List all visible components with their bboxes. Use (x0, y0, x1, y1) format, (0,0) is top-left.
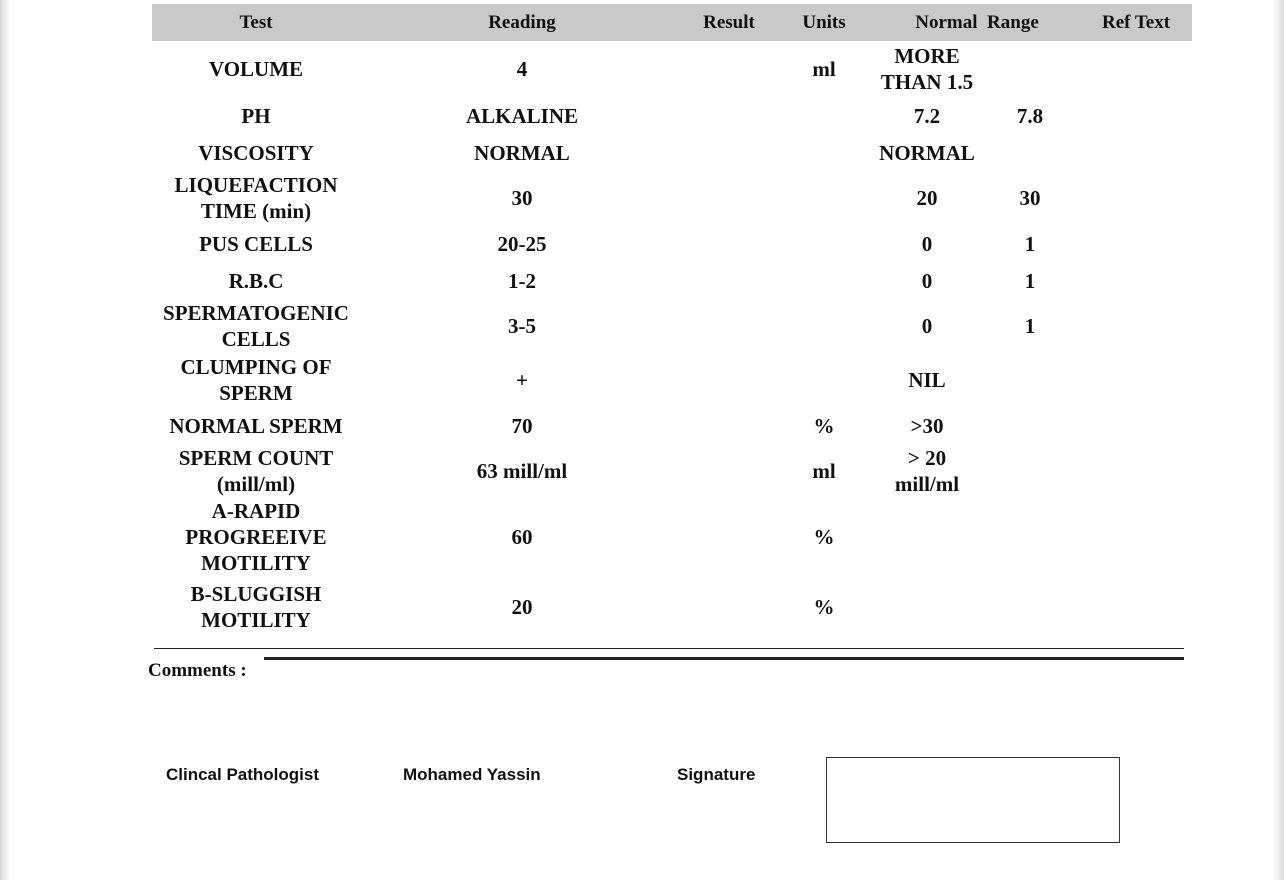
range-low-cell: > 20 mill/ml (894, 446, 960, 496)
reading-cell: 63 mill/ml (476, 459, 568, 483)
range-high-cell (980, 444, 1080, 498)
range-high-cell (980, 498, 1080, 576)
reading-cell: 3-5 (508, 314, 536, 338)
units-cell (774, 353, 874, 407)
signature-label: Signature (677, 765, 756, 784)
range-low-cell (874, 498, 980, 576)
ref-text-cell (1080, 576, 1192, 638)
reading-cell: 30 (511, 186, 533, 210)
ref-text-cell (1080, 444, 1192, 498)
range-high-cell: 30 (1019, 186, 1041, 210)
result-cell (684, 407, 774, 444)
ref-text-cell (1080, 299, 1192, 353)
result-cell (684, 171, 774, 225)
result-cell (684, 353, 774, 407)
ref-text-cell (1080, 262, 1192, 299)
ref-text-cell (1080, 498, 1192, 576)
header-ref-text: Ref Text (1080, 4, 1192, 41)
units-cell (774, 97, 874, 134)
table-row (152, 299, 1192, 353)
test-cell: LIQUEFACTION TIME (min) (174, 173, 338, 223)
test-cell: SPERMATOGENIC CELLS (163, 301, 349, 351)
comments-line (264, 657, 1184, 660)
reading-cell: 1-2 (508, 268, 536, 293)
table-row (152, 97, 1192, 134)
test-cell: CLUMPING OF SPERM (180, 355, 332, 405)
result-cell (684, 225, 774, 262)
range-low-cell: 20 (916, 186, 938, 210)
range-low-cell (874, 576, 980, 638)
range-low-cell: MORE THAN 1.5 (880, 44, 974, 94)
range-high-cell: 1 (1024, 231, 1036, 256)
units-cell: ml (812, 57, 836, 81)
reading-cell: 70 (511, 413, 533, 438)
range-high-cell (980, 353, 1080, 407)
result-cell (684, 262, 774, 299)
range-high-cell: 1 (1024, 314, 1036, 338)
units-cell (774, 299, 874, 353)
range-high-cell: 7.8 (1016, 103, 1044, 128)
ref-text-cell (1080, 353, 1192, 407)
header-reading: Reading (360, 4, 684, 41)
table-row (152, 576, 1192, 638)
page-edge-left (0, 0, 9, 880)
range-low-cell: 0 (921, 231, 933, 256)
reading-cell: 20 (511, 595, 533, 619)
result-cell (684, 97, 774, 134)
table-row (152, 407, 1192, 444)
reading-cell: 4 (516, 57, 528, 81)
divider-line (154, 648, 1184, 649)
range-high-cell: 1 (1024, 268, 1036, 293)
result-cell (684, 134, 774, 171)
range-low-cell: 7.2 (913, 103, 941, 128)
range-low-cell: 0 (921, 268, 933, 293)
table-row (152, 262, 1192, 299)
range-high-cell (980, 134, 1080, 171)
reading-cell: + (516, 368, 528, 392)
test-cell: NORMAL SPERM (169, 413, 343, 438)
range-low-cell: NORMAL (879, 140, 975, 165)
units-cell (774, 171, 874, 225)
range-high-cell (980, 41, 1080, 97)
result-cell (684, 576, 774, 638)
test-cell: A-RAPID PROGREEIVE MOTILITY (185, 499, 327, 575)
result-cell (684, 299, 774, 353)
range-low-cell: NIL (908, 368, 946, 392)
table-header-row (152, 4, 1192, 41)
page-edge-right (1274, 0, 1284, 880)
test-cell: B-SLUGGISH MOTILITY (190, 582, 322, 632)
pathologist-name: Mohamed Yassin (403, 765, 541, 784)
header-test: Test (152, 4, 360, 41)
test-cell: SPERM COUNT (mill/ml) (178, 446, 334, 496)
table-row (152, 498, 1192, 576)
table-row (152, 171, 1192, 225)
units-cell: ml (812, 459, 836, 483)
header-result: Result (684, 4, 774, 41)
range-high-cell (980, 407, 1080, 444)
range-low-cell: 0 (921, 314, 933, 338)
ref-text-cell (1080, 171, 1192, 225)
ref-text-cell (1080, 225, 1192, 262)
table-row (152, 353, 1192, 407)
range-low-cell: >30 (910, 413, 944, 438)
results-table (152, 4, 1192, 638)
units-cell: % (813, 525, 835, 549)
test-cell: PH (241, 103, 271, 128)
test-cell: PUS CELLS (199, 231, 313, 256)
test-cell: VOLUME (208, 57, 304, 81)
units-cell (774, 225, 874, 262)
table-row (152, 225, 1192, 262)
units-cell (774, 262, 874, 299)
comments-label: Comments : (148, 660, 247, 681)
signature-box[interactable] (826, 757, 1120, 843)
range-high-cell (980, 576, 1080, 638)
ref-text-cell (1080, 134, 1192, 171)
table-row (152, 41, 1192, 97)
ref-text-cell (1080, 407, 1192, 444)
reading-cell: 20-25 (497, 231, 547, 256)
result-cell (684, 498, 774, 576)
result-cell (684, 41, 774, 97)
table-row (152, 444, 1192, 498)
units-cell (774, 134, 874, 171)
reading-cell: ALKALINE (465, 103, 579, 128)
header-normal-range: Normal Range (874, 4, 1080, 41)
pathologist-role: Clincal Pathologist (166, 765, 320, 784)
test-cell: R.B.C (228, 268, 284, 293)
table-row (152, 134, 1192, 171)
header-units: Units (774, 4, 874, 41)
test-cell: VISCOSITY (198, 140, 314, 165)
reading-cell: NORMAL (474, 140, 570, 165)
units-cell: % (813, 595, 835, 619)
ref-text-cell (1080, 41, 1192, 97)
result-cell (684, 444, 774, 498)
ref-text-cell (1080, 97, 1192, 134)
units-cell: % (813, 413, 835, 438)
reading-cell: 60 (511, 525, 533, 549)
